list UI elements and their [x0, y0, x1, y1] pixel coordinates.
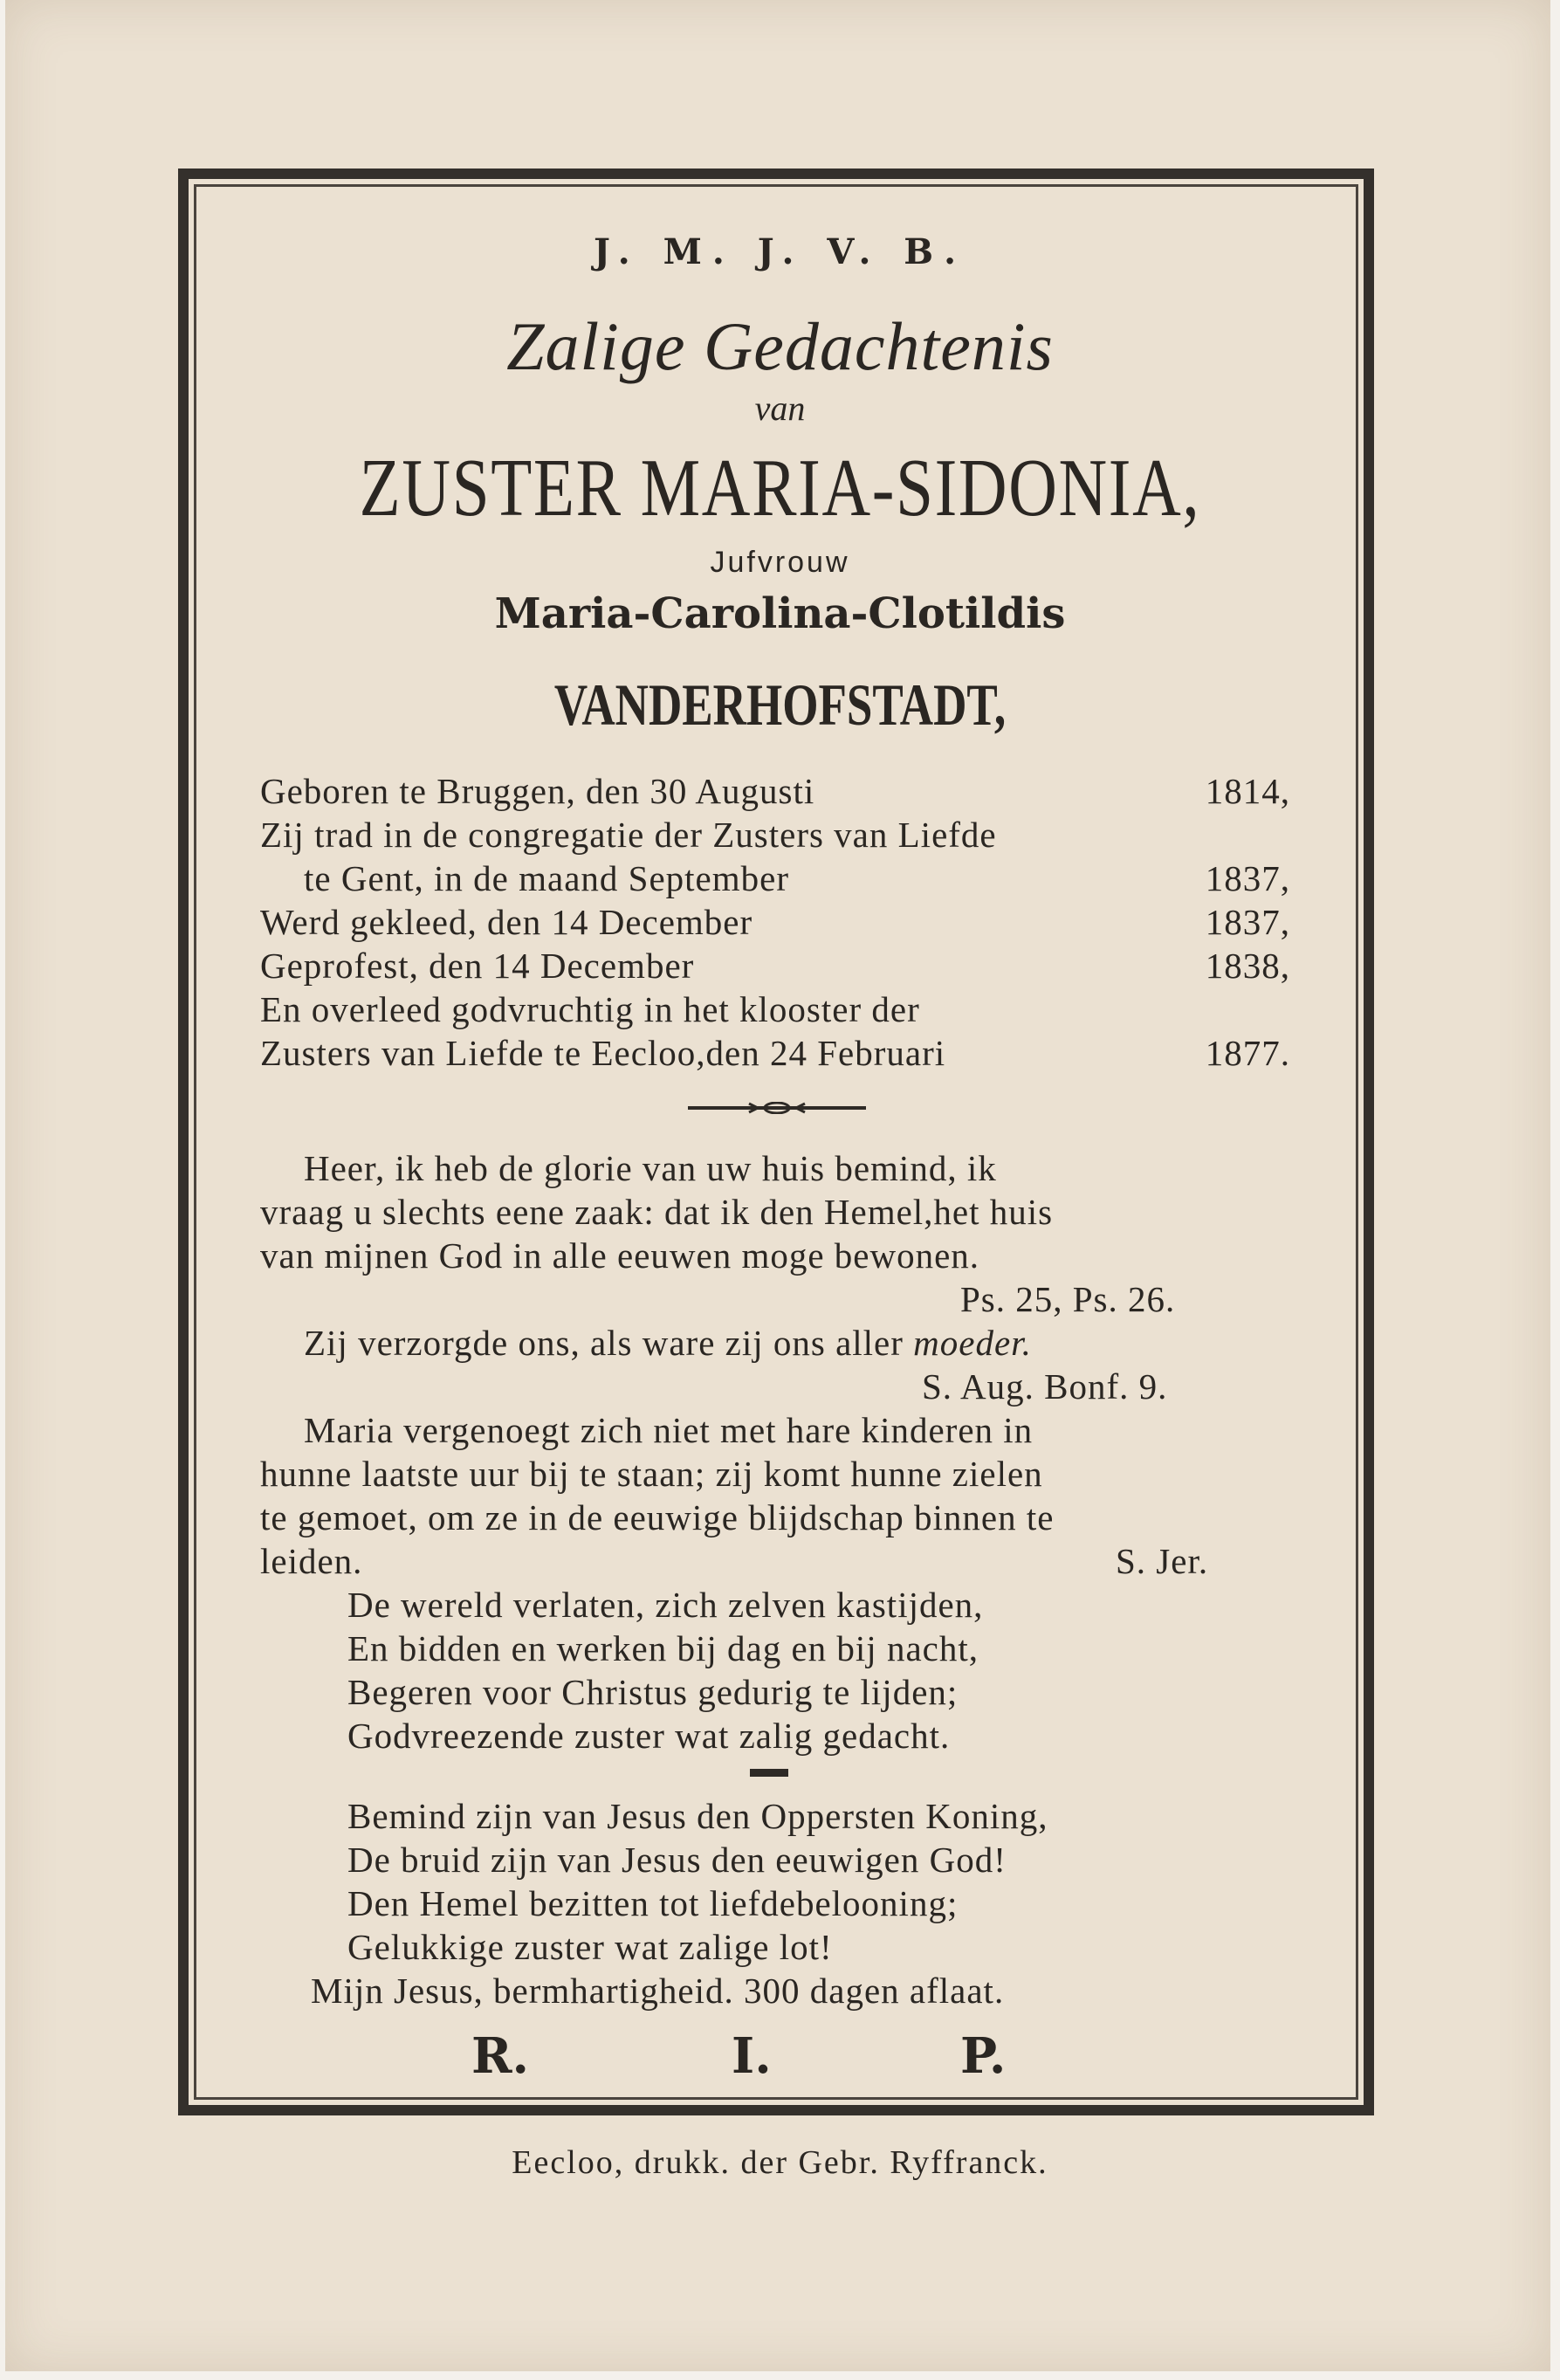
poem-line: Begeren voor Christus gedurig te lijden;: [347, 1672, 959, 1712]
bio-line: [260, 770, 1290, 812]
rip-letter: R.: [471, 2027, 530, 2085]
bio-year: 1837,: [1205, 902, 1290, 942]
jufvrouw-label: Jufvrouw: [710, 546, 850, 579]
bio-text: Zusters van Liefde te Eecloo,den 24 Februari: [260, 1033, 946, 1073]
van-label: van: [754, 389, 806, 428]
poem-line: De bruid zijn van Jesus den eeuwigen God!: [347, 1840, 1007, 1880]
quote-line: Heer, ik heb de glorie van uw huis bemind, ik: [304, 1148, 997, 1188]
bio-text: Werd gekleed, den 14 December: [260, 902, 753, 942]
bio-line: [260, 901, 1290, 943]
quote-emphasis: moeder.: [913, 1323, 1032, 1363]
indulgence-line: Mijn Jesus, bermhartigheid. 300 dagen aflaat.: [311, 1971, 1005, 2011]
bio-year: 1837,: [1205, 858, 1290, 898]
poem-line: Godvreezende zuster wat zalig gedacht.: [347, 1716, 951, 1756]
initials: J. M. J. V. B.: [593, 231, 967, 272]
quote-text: Zij verzorgde ons, als ware zij ons aller: [304, 1323, 904, 1363]
quote-reference: S. Aug. Bonf. 9.: [922, 1366, 1168, 1407]
rip-letter: P.: [960, 2027, 1007, 2085]
card-title: Zalige Gedachtenis: [506, 308, 1054, 384]
poem-line: De wereld verlaten, zich zelven kastijden,: [347, 1585, 984, 1625]
quote-line: leiden.: [260, 1541, 363, 1581]
bio-text: En overleed godvruchtig in het klooster der: [260, 989, 920, 1029]
printer-imprint: Eecloo, drukk. der Gebr. Ryffranck.: [512, 2144, 1048, 2181]
poem-line: Gelukkige zuster wat zalige lot!: [347, 1927, 833, 1967]
quote-reference: S. Jer.: [1116, 1541, 1209, 1581]
bio-text: Geboren te Bruggen, den 30 Augusti: [260, 771, 815, 811]
quote-line: van mijnen God in alle eeuwen moge bewonen.: [260, 1235, 980, 1276]
bio-text: te Gent, in de maand September: [304, 858, 789, 898]
rip-letter: I.: [732, 2027, 772, 2085]
quote-line: Maria vergenoegt zich niet met hare kinderen in: [304, 1410, 1034, 1450]
bio-line: [260, 945, 1290, 987]
ornamental-divider-icon: [688, 1102, 866, 1114]
quote-line: te gemoet, om ze in de eeuwige blijdschap binnen te: [260, 1497, 1055, 1537]
bio-year: 1838,: [1205, 946, 1290, 986]
given-names: Maria-Carolina-Clotildis: [494, 589, 1066, 638]
poem-line: Den Hemel bezitten tot liefdebelooning;: [347, 1883, 959, 1923]
bio-line: [260, 814, 1290, 856]
quote-reference: Ps. 25, Ps. 26.: [960, 1279, 1176, 1319]
poem-line: Bemind zijn van Jesus den Oppersten Koning,: [347, 1796, 1048, 1836]
bio-line: [260, 988, 1290, 1030]
quote-line: vraag u slechts eene zaak: dat ik den Hemel,het huis: [260, 1192, 1054, 1232]
bio-text: Geprofest, den 14 December: [260, 946, 695, 986]
bio-text: Zij trad in de congregatie der Zusters van Liefde: [260, 815, 997, 855]
poem-line: En bidden en werken bij dag en bij nacht,: [347, 1628, 979, 1668]
bio-year: 1877.: [1205, 1033, 1290, 1073]
surname: VANDERHOFSTADT,: [553, 671, 1007, 738]
stanza-divider: [750, 1769, 788, 1777]
quote-line: [304, 1322, 1032, 1364]
religious-name: ZUSTER MARIA-SIDONIA,: [359, 443, 1201, 533]
bio-line: [304, 857, 1290, 899]
bio-year: 1814,: [1205, 771, 1290, 811]
quote-line: hunne laatste uur bij te staan; zij komt hunne zielen: [260, 1454, 1043, 1494]
bio-line: [260, 1032, 1290, 1074]
